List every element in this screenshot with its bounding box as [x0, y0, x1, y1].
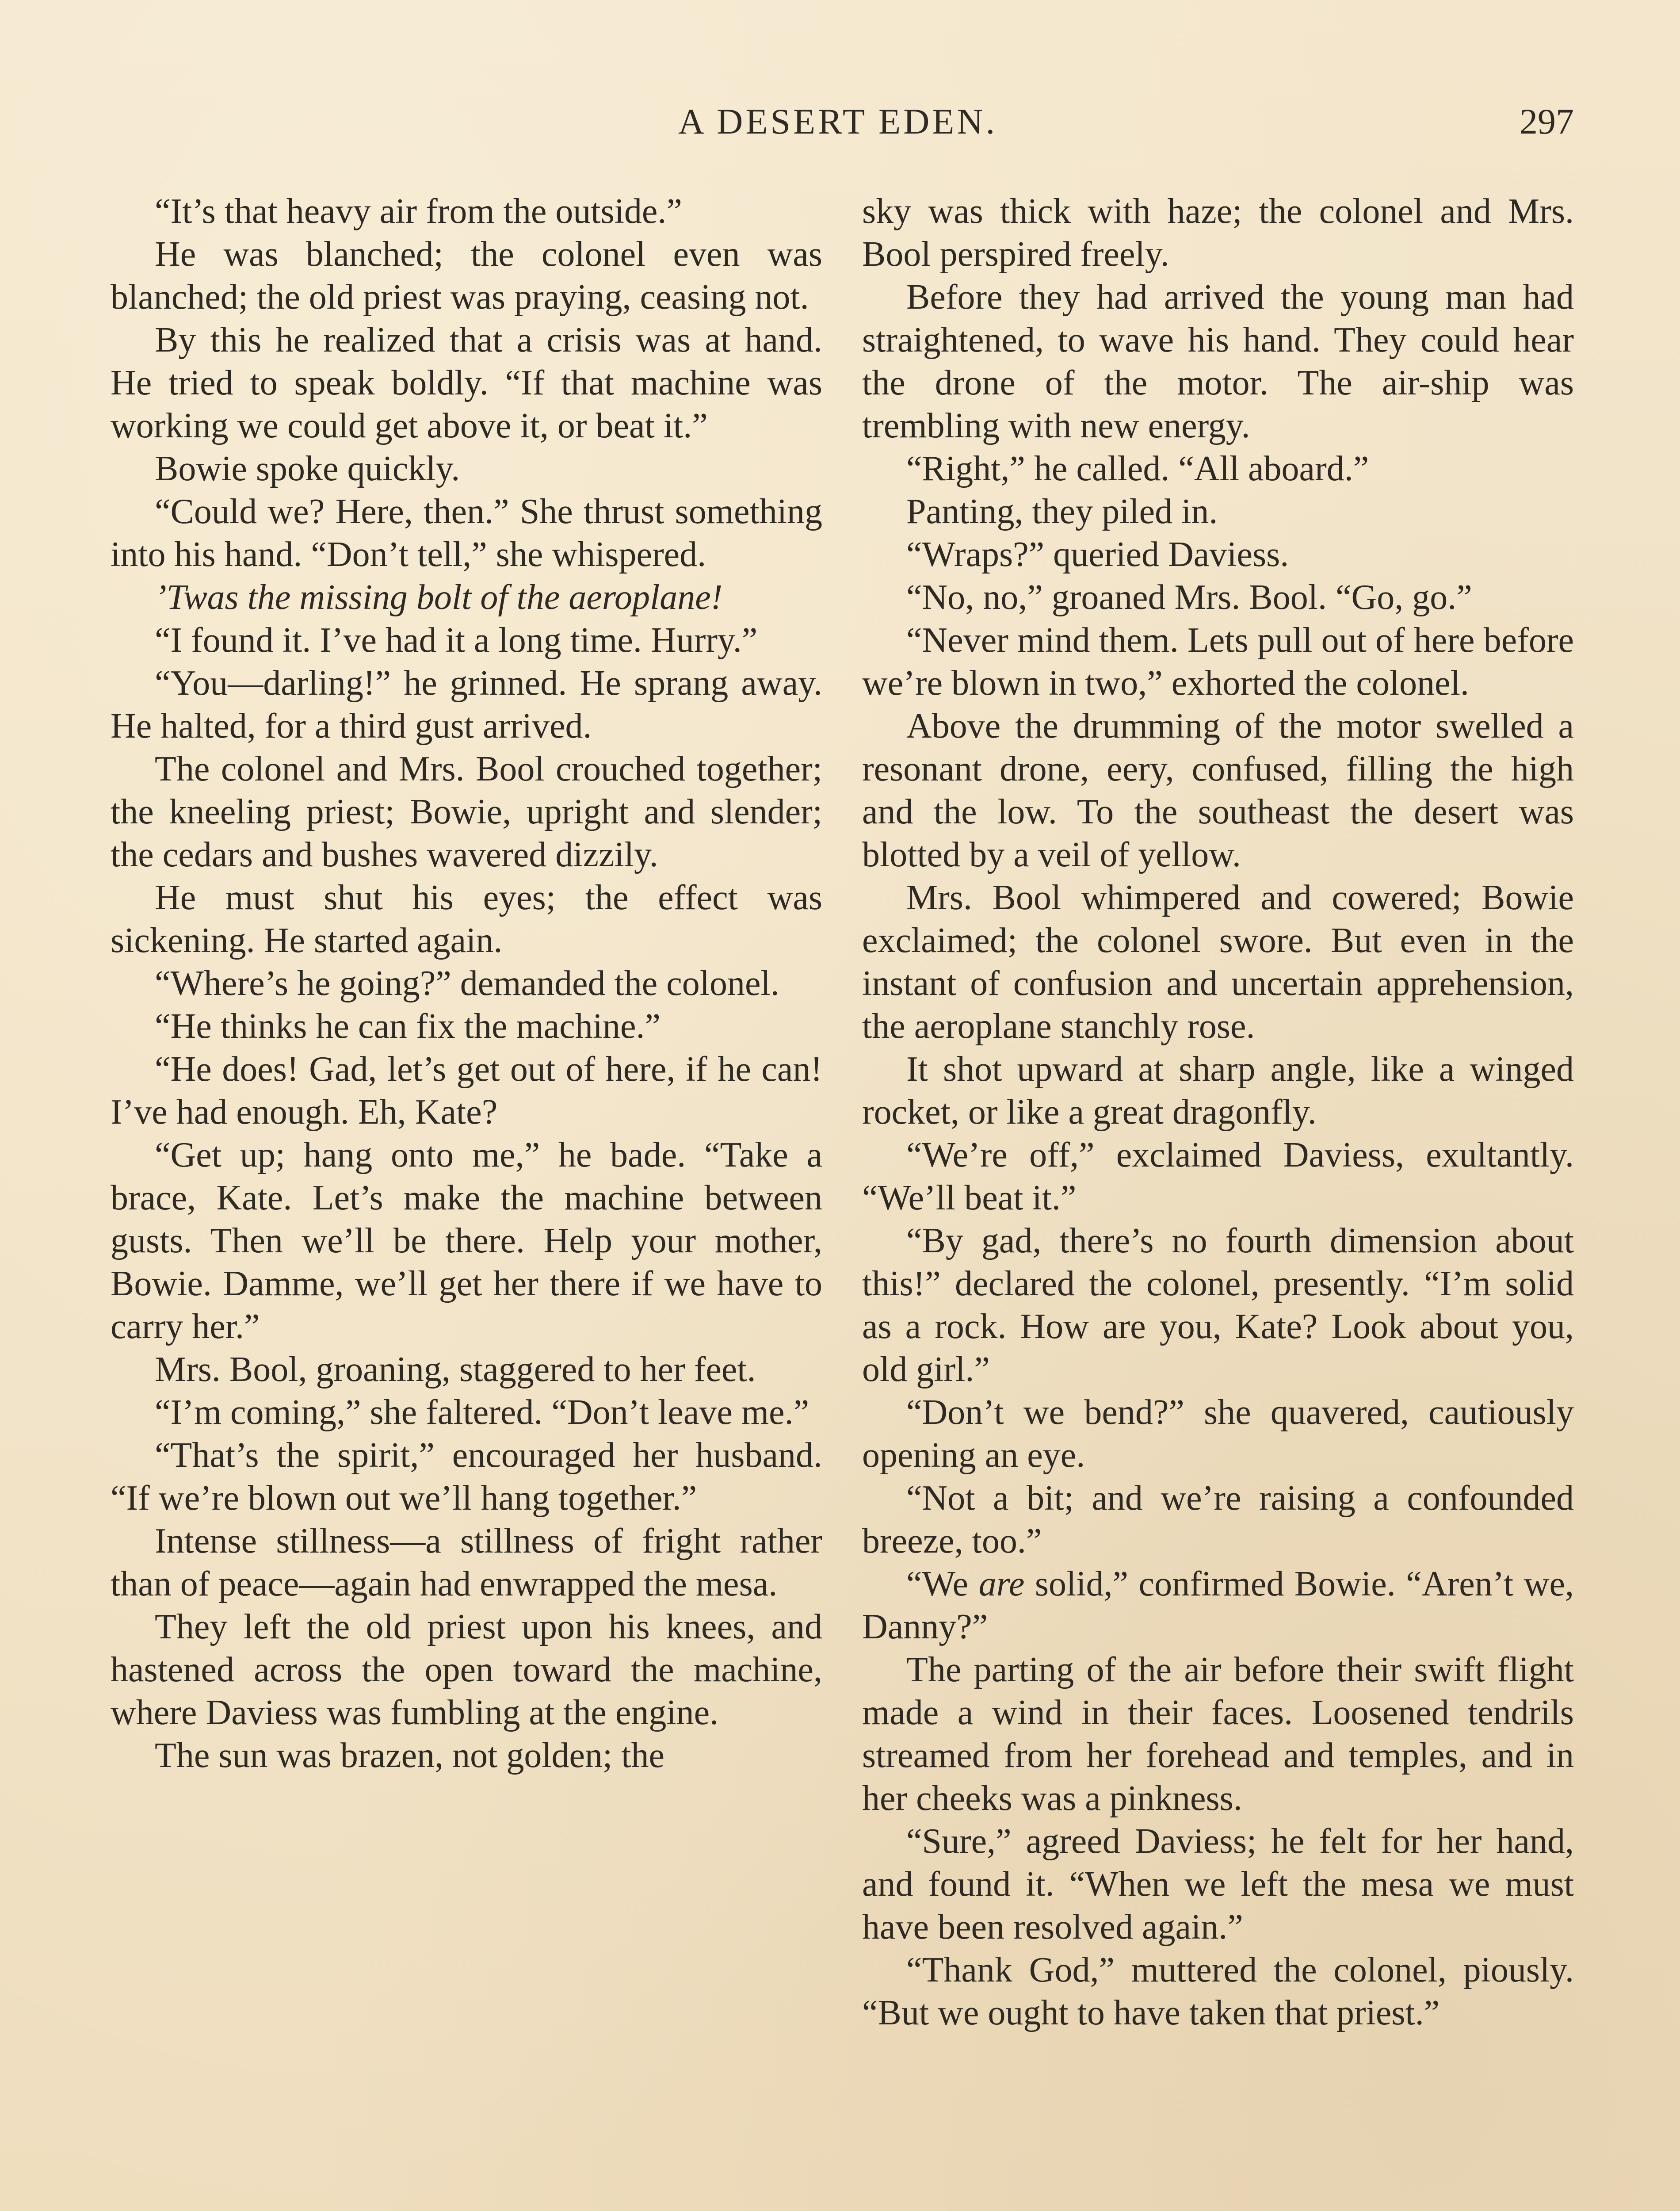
left-column — [111, 190, 822, 1777]
paragraph: He must shut his eyes; the effect was sickening. He started again. — [111, 878, 822, 960]
paragraph: The sun was brazen, not golden; the — [155, 1736, 665, 1775]
paragraph: “Could we? Here, then.” She thrust something into his hand. “Don’t tell,” she whispered. — [111, 492, 822, 574]
paragraph: “Get up; hang onto me,” he bade. “Take a brace, Kate. Let’s make the machine between gusts. Then we’ll be there. Help your mother, Bowie. Damme, we’ll get her there if we have to carry her.” — [111, 1136, 822, 1346]
paragraph: “Where’s he going?” demanded the colonel. — [155, 964, 779, 1003]
paragraph: “That’s the spirit,” encouraged her husband. “If we’re blown out we’ll hang together.” — [111, 1436, 822, 1518]
paragraph: The parting of the air before their swift flight made a wind in their faces. Loosened tendrils streamed from her forehead and temples, and in her cheeks was a pinkness. — [862, 1650, 1574, 1818]
paragraph: “Don’t we bend?” she quavered, cautiously opening an eye. — [862, 1393, 1574, 1475]
paragraph: They left the old priest upon his knees, and hastened across the open toward the machine, where Daviess was fumbling at the engine. — [111, 1607, 822, 1732]
emphasis-text: are — [978, 1565, 1025, 1603]
page-header — [102, 101, 1574, 154]
running-title: A DESERT EDEN. — [678, 101, 998, 142]
paragraph — [862, 1563, 1574, 1649]
paragraph: “We’re off,” exclaimed Daviess, exultantly. “We’ll beat it.” — [862, 1136, 1574, 1217]
paragraph: “Not a bit; and we’re raising a confounded breeze, too.” — [862, 1479, 1574, 1561]
paragraph: It shot upward at sharp angle, like a winged rocket, or like a great dragonfly. — [862, 1050, 1574, 1132]
paragraph-text: “We — [906, 1565, 979, 1603]
paragraph: “Sure,” agreed Daviess; he felt for her hand, and found it. “When we left the mesa we must have been resolved again.” — [862, 1822, 1574, 1947]
paragraph: “Wraps?” queried Daviess. — [906, 535, 1289, 574]
paragraph: “He does! Gad, let’s get out of here, if he can! I’ve had enough. Eh, Kate? — [111, 1050, 822, 1132]
page-number: 297 — [1520, 101, 1574, 142]
paragraph: Before they had arrived the young man had straightened, to wave his hand. They could hear the drone of the motor. The air-ship was trembling with new energy. — [862, 278, 1574, 445]
paragraph: “Thank God,” muttered the colonel, piously. “But we ought to have taken that priest.” — [862, 1951, 1574, 2032]
paragraph-text: solid,” confirmed Bowie. “Aren’t we, Danny?” — [862, 1565, 1574, 1646]
paragraph: “He thinks he can fix the machine.” — [155, 1007, 661, 1046]
paragraph: sky was thick with haze; the colonel and Mrs. Bool perspired freely. — [862, 192, 1574, 274]
paragraph: “No, no,” groaned Mrs. Bool. “Go, go.” — [906, 578, 1472, 617]
paragraph: “By gad, there’s no fourth dimension about this!” declared the colonel, presently. “I’m solid as a rock. How are you, Kate? Look about you, old girl.” — [862, 1221, 1574, 1389]
paragraph: Mrs. Bool whimpered and cowered; Bowie exclaimed; the colonel swore. But even in the instant of confusion and uncertain apprehension, the aeroplane stanchly rose. — [862, 878, 1574, 1046]
paragraph: By this he realized that a crisis was at hand. He tried to speak boldly. “If that machine was working we could get above it, or beat it.” — [111, 321, 822, 445]
right-column — [862, 190, 1574, 2035]
paragraph: “You—darling!” he grinned. He sprang away. He halted, for a third gust arrived. — [111, 664, 822, 746]
paragraph: Mrs. Bool, groaning, staggered to her feet. — [155, 1350, 756, 1389]
paragraph: “Never mind them. Lets pull out of here before we’re blown in two,” exhorted the colonel. — [862, 621, 1574, 703]
paragraph: Intense stillness—a stillness of fright rather than of peace—again had enwrapped the mesa. — [111, 1522, 822, 1603]
paragraph: “Right,” he called. “All aboard.” — [906, 449, 1369, 488]
paragraph: He was blanched; the colonel even was blanched; the old priest was praying, ceasing not. — [111, 235, 822, 317]
paragraph: “I found it. I’ve had it a long time. Hurry.” — [155, 621, 758, 660]
paragraph: ’Twas the missing bolt of the aeroplane! — [155, 578, 723, 617]
paragraph: “It’s that heavy air from the outside.” — [155, 192, 682, 231]
paragraph: Above the drumming of the motor swelled a resonant drone, eery, confused, filling the high and the low. To the southeast the desert was blotted by a veil of yellow. — [862, 707, 1574, 874]
paragraph: “I’m coming,” she faltered. “Don’t leave me.” — [155, 1393, 809, 1432]
paragraph: Panting, they piled in. — [906, 492, 1218, 531]
paragraph: The colonel and Mrs. Bool crouched together; the kneeling priest; Bowie, upright and slender; the cedars and bushes wavered dizzily. — [111, 750, 822, 874]
paragraph: Bowie spoke quickly. — [155, 449, 460, 488]
